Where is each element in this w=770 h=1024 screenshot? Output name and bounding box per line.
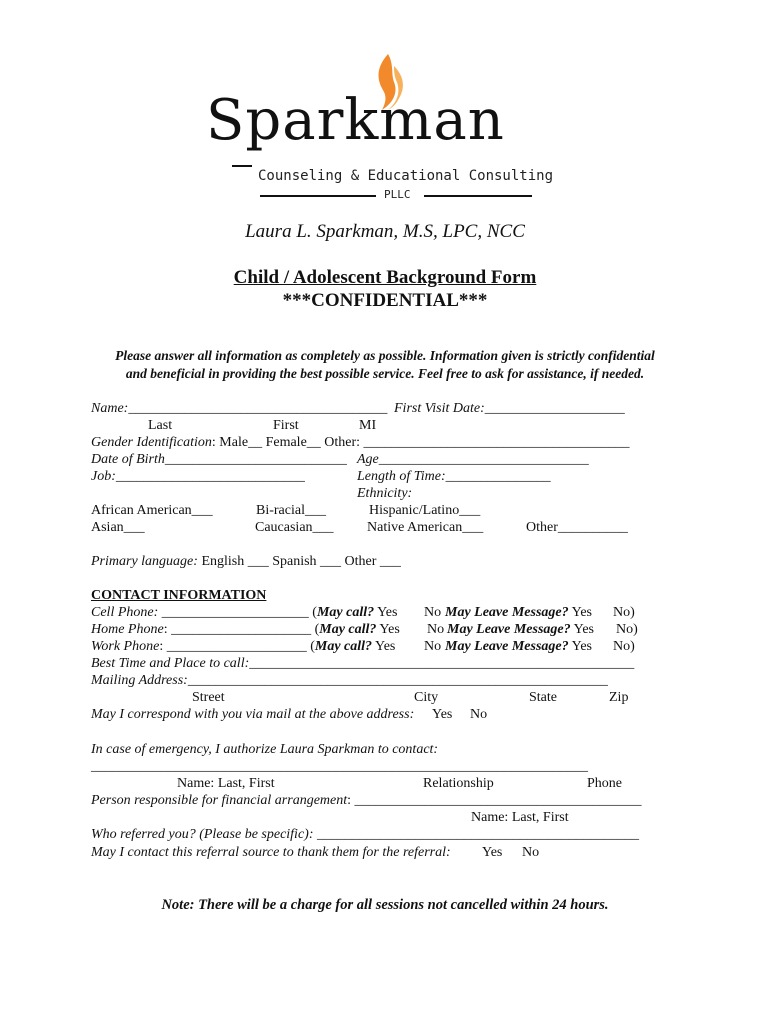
primary-language-field[interactable] — [91, 553, 401, 570]
gender-field[interactable] — [91, 434, 630, 451]
sub-street: Street — [192, 690, 225, 705]
referred-field[interactable] — [91, 826, 639, 843]
mailing-field[interactable] — [91, 672, 608, 689]
home-phone-blank: : ____________________ — [163, 622, 315, 637]
correspond-question: May I correspond with you via mail at the above address: — [91, 707, 415, 722]
cell-leave-message[interactable] — [445, 604, 592, 621]
contact-referral-no[interactable]: No — [522, 845, 540, 860]
logo-underline — [232, 165, 252, 167]
cell-no-2[interactable]: No) — [613, 605, 635, 620]
name-field[interactable]: Name:_____________________________________ — [91, 401, 388, 416]
home-phone-label: Home Phone — [91, 622, 164, 637]
referred-blank: ______________________________________________ — [317, 827, 639, 842]
financial-blank: : _________________________________________ — [347, 793, 642, 808]
emergency-sub-name: Name: Last, First — [177, 776, 275, 791]
logo-rule-right — [424, 195, 532, 197]
gender-options: : Male__ Female__ Other: ______________________________________ — [211, 435, 630, 450]
cell-phone-blank: _____________________ — [158, 605, 313, 620]
home-open-paren: ( — [314, 622, 320, 637]
home-no-1[interactable]: No — [427, 622, 445, 637]
correspond-no[interactable]: No — [470, 707, 488, 722]
contact-heading: CONTACT INFORMATION — [91, 588, 267, 603]
mailing-blank: ____________________________________________________________ — [187, 673, 608, 688]
practitioner-name: Laura L. Sparkman, M.S, LPC, NCC — [245, 221, 525, 242]
work-yes-2: Yes — [568, 639, 592, 654]
hispanic-option[interactable]: Hispanic/Latino___ — [369, 503, 481, 518]
work-leave-label: May Leave Message? — [445, 639, 569, 654]
best-time-field[interactable] — [91, 655, 634, 672]
emergency-line[interactable]: _______________________________________________________________________ — [91, 759, 588, 774]
cell-yes-1: Yes — [374, 605, 398, 620]
ethnicity-label: Ethnicity: — [357, 486, 413, 501]
form-title: Child / Adolescent Background Form — [233, 267, 537, 288]
work-no-2[interactable]: No) — [613, 639, 635, 654]
referred-label: Who referred you? (Please be specific): — [91, 827, 317, 842]
financial-label: Person responsible for financial arrangement — [91, 793, 348, 808]
biracial-option[interactable]: Bi-racial___ — [256, 503, 326, 518]
gender-label: Gender Identification — [91, 435, 212, 450]
emergency-text: In case of emergency, I authorize Laura Sparkman to contact: — [91, 742, 439, 757]
confidential-label: ***CONFIDENTIAL*** — [282, 290, 488, 311]
work-yes-1: Yes — [372, 639, 396, 654]
emergency-sub-relationship: Relationship — [423, 776, 494, 791]
job-field[interactable]: Job:___________________________ — [91, 469, 305, 484]
best-time-label: Best Time and Place to call: — [91, 656, 250, 671]
logo-rule-left — [260, 195, 376, 197]
sub-state: State — [529, 690, 557, 705]
first-visit-field[interactable]: First Visit Date:____________________ — [394, 401, 625, 416]
work-no-1[interactable]: No — [424, 639, 442, 654]
cell-leave-label: May Leave Message? — [445, 605, 569, 620]
caucasian-option[interactable]: Caucasian___ — [255, 520, 334, 535]
instructions-line-2: and beneficial in providing the best possible service. Feel free to ask for assistance, if needed. — [125, 366, 645, 381]
logo-pllc: PLLC — [384, 188, 411, 201]
best-time-blank: _______________________________________________________ — [249, 656, 635, 671]
cell-no-1[interactable]: No — [424, 605, 442, 620]
mailing-label: Mailing Address: — [91, 673, 188, 688]
home-yes-1: Yes — [376, 622, 400, 637]
logo-subtitle: Counseling & Educational Consulting — [258, 168, 554, 184]
home-phone-row[interactable] — [91, 621, 400, 638]
emergency-sub-phone: Phone — [587, 776, 622, 791]
dob-field[interactable]: Date of Birth__________________________ — [91, 452, 347, 467]
primary-language-label: Primary language: — [91, 554, 198, 569]
sub-last: Last — [148, 418, 173, 433]
cell-phone-row[interactable] — [91, 604, 397, 621]
home-no-2[interactable]: No) — [616, 622, 638, 637]
sub-first: First — [273, 418, 299, 433]
cell-may-call: May call? — [316, 605, 375, 620]
logo-name: Sparkman — [206, 88, 505, 153]
instructions-line-1: Please answer all information as completely as possible. Information given is strictly confidential — [115, 348, 655, 363]
home-may-call: May call? — [319, 622, 377, 637]
african-american-option[interactable]: African American___ — [91, 503, 213, 518]
work-phone-row[interactable] — [91, 638, 395, 655]
home-leave-label: May Leave Message? — [447, 622, 571, 637]
cancellation-note: Note: There will be a charge for all sessions not cancelled within 24 hours. — [161, 897, 609, 913]
sub-zip: Zip — [609, 690, 629, 705]
work-phone-blank: : ____________________ — [159, 639, 311, 654]
correspond-yes[interactable]: Yes — [432, 707, 453, 722]
sub-city: City — [414, 690, 439, 705]
work-may-call: May call? — [314, 639, 373, 654]
work-leave-message[interactable] — [445, 638, 592, 655]
native-american-option[interactable]: Native American___ — [367, 520, 484, 535]
cell-phone-label: Cell Phone: — [91, 605, 159, 620]
length-of-time-field[interactable]: Length of Time:_______________ — [357, 469, 551, 484]
home-leave-message[interactable] — [447, 621, 594, 638]
cell-open-paren: ( — [312, 605, 317, 620]
contact-referral-yes[interactable]: Yes — [482, 845, 503, 860]
financial-sub-name: Name: Last, First — [471, 810, 569, 825]
home-yes-2: Yes — [570, 622, 594, 637]
financial-field[interactable] — [91, 792, 642, 809]
cell-yes-2: Yes — [568, 605, 592, 620]
sub-mi: MI — [359, 418, 377, 433]
work-phone-label: Work Phone — [91, 639, 160, 654]
asian-option[interactable]: Asian___ — [91, 520, 145, 535]
contact-referral-question: May I contact this referral source to thank them for the referral: — [91, 845, 451, 860]
work-open-paren: ( — [310, 639, 315, 654]
age-field[interactable]: Age______________________________ — [357, 452, 589, 467]
primary-language-options: English ___ Spanish ___ Other ___ — [197, 554, 401, 569]
other-option[interactable]: Other__________ — [526, 520, 628, 535]
